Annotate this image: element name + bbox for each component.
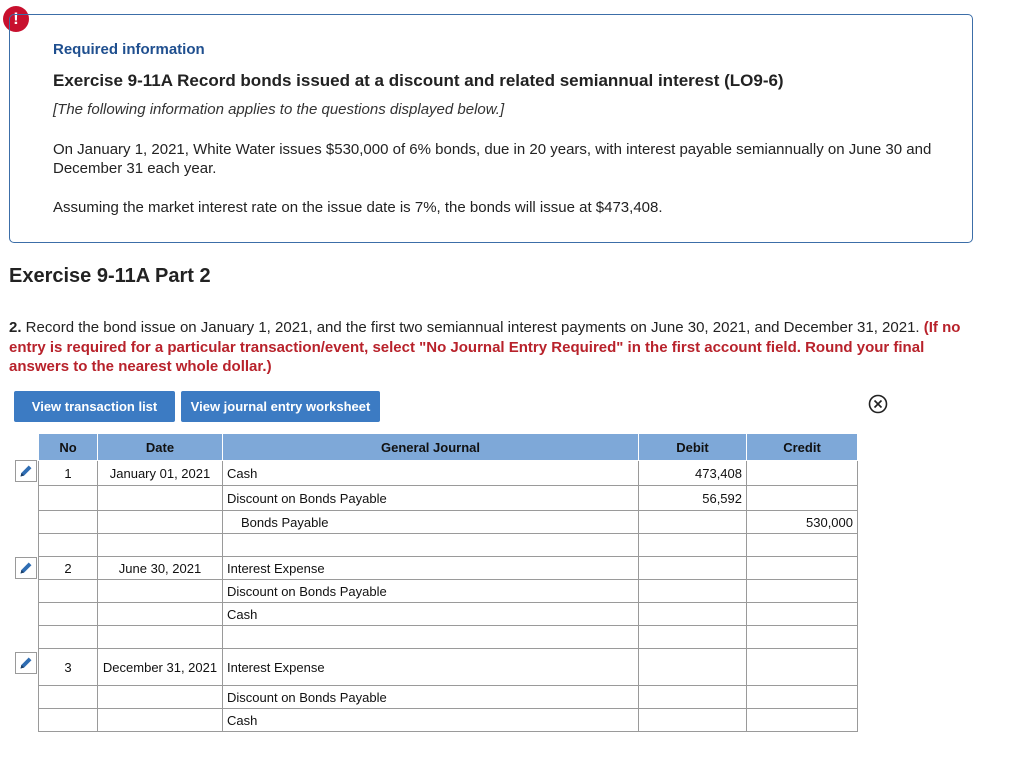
row-date[interactable]: [98, 686, 223, 709]
row-debit[interactable]: [639, 649, 747, 686]
table-row: [39, 603, 858, 626]
row-debit[interactable]: [639, 511, 747, 534]
journal-header-row: [39, 434, 858, 461]
row-account[interactable]: [223, 534, 639, 557]
row-debit[interactable]: 56,592: [639, 486, 747, 511]
row-no: 1: [39, 461, 98, 486]
row-no: [39, 511, 98, 534]
view-journal-entry-worksheet-button[interactable]: View journal entry worksheet: [181, 391, 380, 422]
table-row: [39, 649, 858, 686]
general-journal-table: [38, 433, 858, 732]
row-date[interactable]: [98, 580, 223, 603]
row-no: 2: [39, 557, 98, 580]
row-debit[interactable]: 473,408: [639, 461, 747, 486]
row-account[interactable]: Cash: [223, 461, 639, 486]
table-row: [39, 580, 858, 603]
row-credit[interactable]: [747, 461, 858, 486]
header-general-journal: General Journal: [223, 434, 639, 461]
market-rate-paragraph: Assuming the market interest rate on the issue date is 7%, the bonds will issue at $473,408.: [53, 199, 663, 216]
row-date[interactable]: [98, 626, 223, 649]
question-body: Record the bond issue on January 1, 2021, and the first two semiannual interest payments on June 30, 2021, and December 31, 2021.: [21, 319, 924, 336]
row-date[interactable]: January 01, 2021: [98, 461, 223, 486]
alert-icon: !: [3, 6, 29, 32]
edit-entry-2-icon[interactable]: [15, 557, 37, 579]
row-date[interactable]: [98, 603, 223, 626]
row-credit[interactable]: [747, 557, 858, 580]
row-debit[interactable]: [639, 603, 747, 626]
header-credit: Credit: [747, 434, 858, 461]
row-date[interactable]: [98, 511, 223, 534]
row-no: [39, 709, 98, 732]
row-account[interactable]: Bonds Payable: [223, 511, 639, 534]
table-row: [39, 626, 858, 649]
row-no: [39, 626, 98, 649]
close-icon[interactable]: [868, 394, 888, 414]
row-account[interactable]: Interest Expense: [223, 557, 639, 580]
row-credit[interactable]: 530,000: [747, 511, 858, 534]
table-row: [39, 534, 858, 557]
row-account[interactable]: [223, 626, 639, 649]
header-debit: Debit: [639, 434, 747, 461]
row-date[interactable]: June 30, 2021: [98, 557, 223, 580]
edit-entry-1-icon[interactable]: [15, 460, 37, 482]
row-account[interactable]: Discount on Bonds Payable: [223, 486, 639, 511]
view-transaction-list-button[interactable]: View transaction list: [14, 391, 175, 422]
row-debit[interactable]: [639, 626, 747, 649]
table-row: [39, 461, 858, 486]
row-no: [39, 686, 98, 709]
row-account[interactable]: Cash: [223, 603, 639, 626]
row-credit[interactable]: [747, 580, 858, 603]
row-debit[interactable]: [639, 686, 747, 709]
scenario-paragraph: On January 1, 2021, White Water issues $530,000 of 6% bonds, due in 20 years, with interest payable semiannually on June 30 and December 31 each year.: [53, 141, 932, 177]
table-row: [39, 486, 858, 511]
header-no: No: [39, 434, 98, 461]
question-number: 2.: [9, 319, 22, 336]
table-row: [39, 511, 858, 534]
row-credit[interactable]: [747, 649, 858, 686]
row-credit[interactable]: [747, 486, 858, 511]
required-information-title: Required information: [53, 41, 205, 58]
row-account[interactable]: Cash: [223, 709, 639, 732]
row-date[interactable]: [98, 534, 223, 557]
table-row: [39, 557, 858, 580]
question-text: [9, 318, 979, 377]
row-credit[interactable]: [747, 534, 858, 557]
row-debit[interactable]: [639, 709, 747, 732]
exercise-title: Exercise 9-11A Record bonds issued at a discount and related semiannual interest (LO9-6): [53, 71, 784, 90]
edit-entry-3-icon[interactable]: [15, 652, 37, 674]
header-date: Date: [98, 434, 223, 461]
question-instruction: (If no entry is required for a particular transaction/event, select "No Journal Entry Required" in the first account field. Round your final answers to the nearest whole dollar.): [9, 319, 961, 375]
row-no: [39, 486, 98, 511]
row-no: [39, 534, 98, 557]
part-title: Exercise 9-11A Part 2: [9, 265, 211, 287]
row-no: 3: [39, 649, 98, 686]
row-debit[interactable]: [639, 534, 747, 557]
row-credit[interactable]: [747, 686, 858, 709]
row-credit[interactable]: [747, 626, 858, 649]
row-date[interactable]: [98, 486, 223, 511]
row-date[interactable]: December 31, 2021: [98, 649, 223, 686]
row-debit[interactable]: [639, 557, 747, 580]
applies-note: [The following information applies to the questions displayed below.]: [53, 101, 505, 118]
row-credit[interactable]: [747, 603, 858, 626]
row-date[interactable]: [98, 709, 223, 732]
row-account[interactable]: Discount on Bonds Payable: [223, 686, 639, 709]
row-no: [39, 603, 98, 626]
table-row: [39, 709, 858, 732]
table-row: [39, 686, 858, 709]
row-credit[interactable]: [747, 709, 858, 732]
row-no: [39, 580, 98, 603]
row-debit[interactable]: [639, 580, 747, 603]
row-account[interactable]: Discount on Bonds Payable: [223, 580, 639, 603]
row-account[interactable]: Interest Expense: [223, 649, 639, 686]
